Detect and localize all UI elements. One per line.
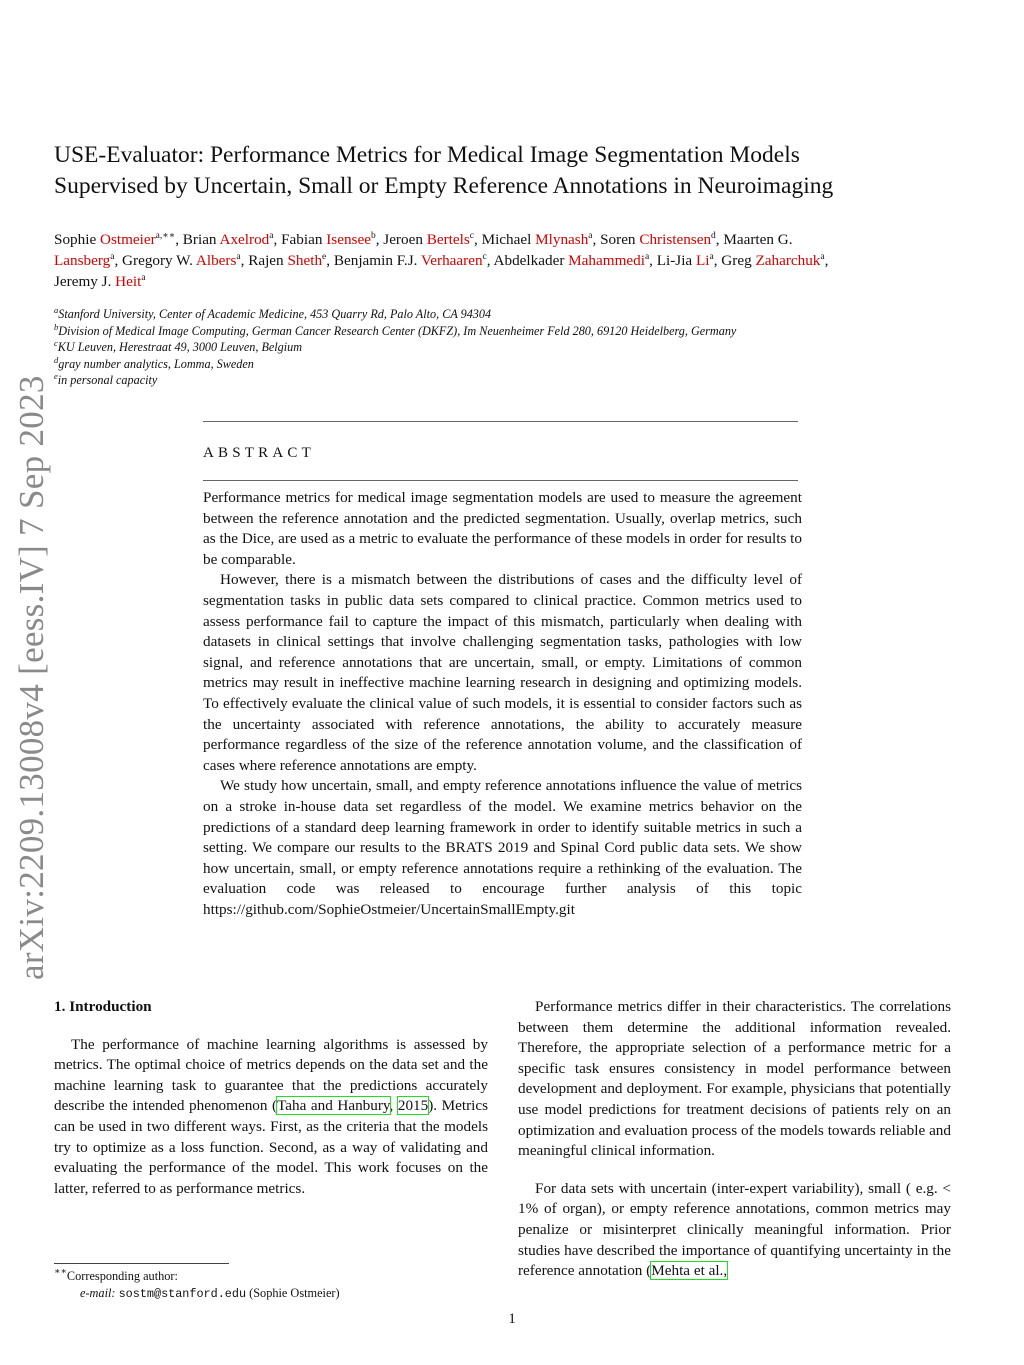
author-sep: , (175, 231, 183, 248)
affiliation-key: d (54, 354, 59, 365)
footnote-line-1 (54, 1268, 494, 1285)
author-sep: , (375, 231, 384, 248)
citation-link[interactable]: Mehta et al., (651, 1262, 728, 1280)
author-last: Lansberg (54, 252, 111, 269)
author-sep: , (649, 252, 657, 269)
author-last: Albers (195, 252, 237, 269)
author-sep: , (114, 252, 123, 269)
introduction-section (54, 997, 488, 1199)
author-last: Verhaaren (420, 252, 483, 269)
footnote-mark: ∗∗ (54, 1267, 67, 1277)
author-sep: , (592, 231, 601, 248)
footnote-label: Corresponding author: (66, 1269, 178, 1283)
author-sep: , (486, 252, 494, 269)
author-sup: a (820, 252, 825, 262)
affiliation-key: e (54, 371, 58, 382)
email-address[interactable]: sostm@stanford.edu (118, 1287, 247, 1301)
author-last: Sheth (287, 252, 323, 269)
affiliation-text: Stanford University, Center of Academic Medicine, 453 Quarry Rd, Palo Alto, CA 94304 (58, 307, 492, 321)
footnote (54, 1268, 494, 1303)
author-last: Mahammedi (568, 252, 645, 269)
abstract-body (203, 488, 802, 920)
body-text: For data sets with uncertain (inter-expert variability), small ( e.g. < 1% of organ), or empty reference annotations, common metrics may penalize or misinterpret clinically meaningful information. Prior studies have described the importance of quantifying uncertainty in the reference annotation ( (518, 1179, 951, 1280)
author-last: Axelrod (219, 231, 270, 248)
author-sep: , (326, 252, 334, 269)
abstract-heading: ABSTRACT (203, 445, 315, 461)
author-sep: , (715, 231, 724, 248)
affiliation-text: in personal capacity (57, 373, 158, 388)
citation-link[interactable]: 2015 (397, 1097, 429, 1115)
author-sup: a (588, 231, 593, 241)
title-line-1: USE-Evaluator: Performance Metrics for Medical Image Segmentation Models (54, 142, 800, 168)
author-line-2 (54, 250, 969, 271)
author-sep: , (713, 252, 722, 269)
affiliation-item (54, 356, 969, 373)
affiliation-text: Division of Medical Image Computing, German Cancer Research Center (DKFZ), Im Neuenheimer Feld 280, 69120 Heidelberg, Germany (58, 323, 737, 338)
abstract-paragraph: Performance metrics for medical image segmentation models are used to measure the agreement between the reference annotation and the predicted segmentation. Usually, overlap metrics, such as the Dice, are used as a metric to evaluate the performance of these models in order for results to be comparable. (203, 489, 802, 568)
title-line-2: Supervised by Uncertain, Small or Empty Reference Annotations in Neuroimaging (54, 173, 834, 199)
author-last: Isensee (326, 231, 371, 248)
author-last: Li (695, 252, 710, 269)
affiliation-text: gray number analytics, Lomma, Sweden (58, 356, 254, 371)
affiliation-key: c (54, 338, 58, 349)
intro-text: , (389, 1097, 398, 1115)
intro-text: The performance of machine learning algorithms is assessed by metrics. The optimal choice of metrics depends on the data set and the machine learning task to guarantee that the predictions accurately describe the intended phenomenon ( (54, 1035, 488, 1115)
body-paragraph (518, 1179, 951, 1282)
author-sep: , (240, 252, 249, 269)
author-sup: c (482, 252, 487, 262)
footnote-line-2 (54, 1285, 494, 1303)
section-heading: 1. Introduction (54, 998, 152, 1015)
abstract-paragraph: We study how uncertain, small, and empty reference annotations influence the value of metrics on a stroke in-house data set regardless of the model. We examine metrics behavior on the predictions of a standard deep learning framework in order to identify suitable metrics in such a setting. We compare our results to the BRATS 2019 and Spinal Cord public data sets. We show how uncertain, small, or empty reference annotations require a rethinking of the evaluation. The evaluation code was released to encourage further analysis of this topic https://github.com/SophieOstmeier/UncertainSmallEmpty.git (203, 777, 802, 918)
author-sup: b (370, 231, 376, 241)
author-line-3 (54, 271, 969, 292)
author-sup: a (110, 252, 115, 262)
citation-link[interactable]: Taha and Hanbury (277, 1097, 390, 1115)
paper-title (54, 140, 974, 202)
author-first: Michael (481, 231, 532, 248)
author-first: Rajen (248, 252, 284, 269)
author-last: Mlynash (535, 231, 589, 248)
author-first: Li-Jia (656, 252, 693, 269)
author-first: Abdelkader (493, 252, 565, 269)
author-sep: , (273, 231, 282, 248)
footnote-rule (54, 1263, 229, 1264)
author-last: Ostmeier (100, 231, 156, 248)
author-sep: , (473, 231, 482, 248)
arxiv-side-stamp: arXiv:2209.13008v4 [eess.IV] 7 Sep 2023 (12, 375, 51, 980)
affiliation-item (54, 339, 969, 356)
author-sup: a (709, 252, 714, 262)
abstract-paragraph: However, there is a mismatch between the distributions of cases and the difficulty level of segmentation tasks in public data sets compared to clinical practice. Common metrics used to assess performance fail to capture the impact of this mismatch, particularly when dealing with datasets in clinical settings that involve challenging segmentation tasks, pathologies with low signal, and reference annotations that are uncertain, small, or empty. Limitations of common metrics may result in ineffective machine learning research in designing and optimizing models. To effectively evaluate the clinical value of such models, it is essential to consider factors such as the uncertainty associated with reference annotations, the ability to accurately measure performance regardless of the size of the reference annotation volume, and the classification of cases where reference annotations are empty. (203, 571, 802, 774)
author-first: Maarten G. (723, 231, 793, 248)
author-first: Sophie (54, 231, 97, 248)
author-sup: a (141, 273, 146, 283)
affiliation-item (54, 323, 969, 340)
author-sup: a (269, 231, 274, 241)
author-sup: d (711, 231, 716, 241)
affiliation-list (54, 306, 969, 389)
right-column (518, 997, 951, 1282)
author-sup: a (236, 252, 241, 262)
author-sup: e (322, 252, 327, 262)
author-first: Soren (600, 231, 636, 248)
affiliation-item (54, 306, 969, 323)
author-line-1 (54, 229, 969, 250)
author-list (54, 229, 969, 292)
affiliation-key: a (54, 305, 59, 315)
affiliation-item (54, 372, 969, 389)
abstract-top-rule (203, 421, 798, 422)
author-last: Heit (115, 273, 142, 290)
author-first: Fabian (281, 231, 323, 248)
author-first: Greg (721, 252, 752, 269)
page-number: 1 (508, 1310, 516, 1327)
email-name: (Sophie Ostmeier) (249, 1286, 340, 1300)
author-last: Christensen (639, 231, 712, 248)
author-sep: , (824, 252, 829, 269)
author-first: Gregory W. (122, 252, 193, 269)
author-first: Brian (182, 231, 217, 248)
author-last: Bertels (426, 231, 470, 248)
author-first: Jeremy J. (54, 273, 112, 290)
abstract-heading-rule (203, 480, 798, 481)
affiliation-key: b (54, 321, 59, 332)
intro-paragraph (54, 1035, 488, 1200)
author-first: Benjamin F.J. (333, 252, 418, 269)
email-label: e-mail: (80, 1286, 116, 1300)
author-sup: a (644, 252, 650, 262)
body-paragraph: Performance metrics differ in their characteristics. The correlations between them determine the additional information revealed. Therefore, the appropriate selection of a performance metric for a specific task ensures consistency in model performance between development and deployment. For example, physicians that potentially use model predictions for treatment decisions of patients rely on an optimization and evaluation process of the models towards reliable and meaningful clinical information. (518, 998, 951, 1160)
author-last: Zaharchuk (755, 252, 821, 269)
intro-text: ). Metrics can be used in two different ways. First, as the criteria that the models try to optimize as a loss function. Second, as a way of validating and evaluating the performance of the model. This work focuses on the latter, referred to as performance metrics. (54, 1097, 488, 1197)
affiliation-text: KU Leuven, Herestraat 49, 3000 Leuven, Belgium (57, 340, 303, 355)
author-sup: a,∗∗ (155, 231, 176, 241)
author-first: Jeroen (383, 231, 423, 248)
author-sup: c (469, 231, 474, 241)
